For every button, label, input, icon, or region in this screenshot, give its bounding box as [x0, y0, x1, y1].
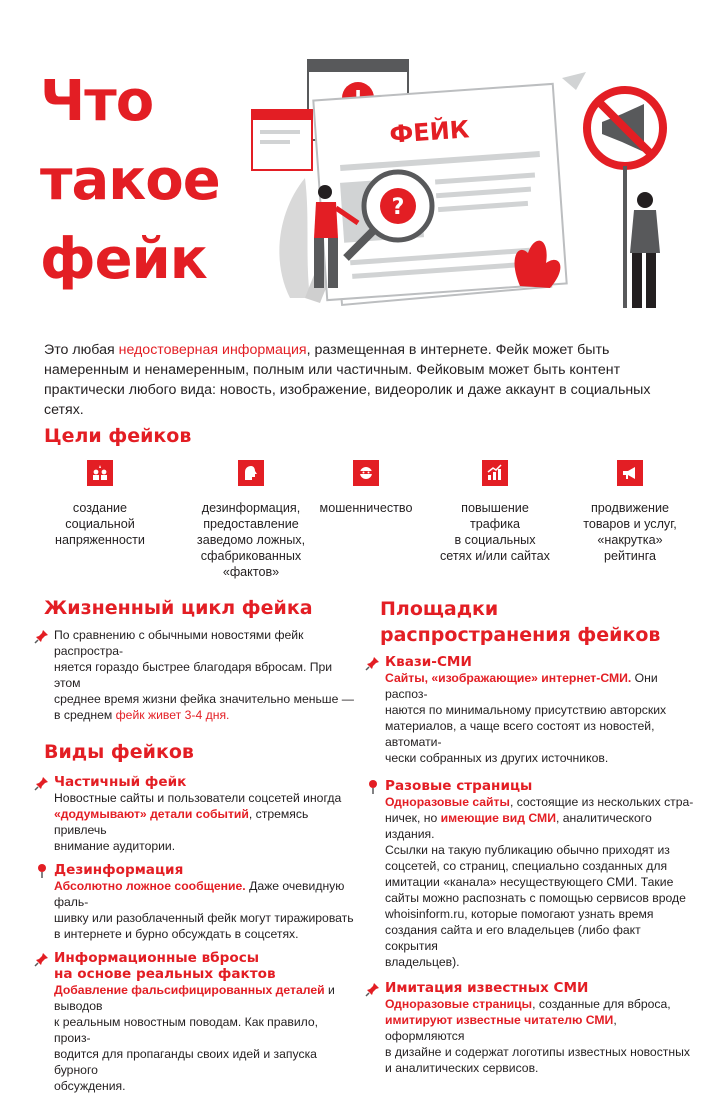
item-text: , аналитического издания.: [385, 811, 652, 841]
goal-line: напряженности: [55, 533, 145, 547]
item-text: ничек, но: [385, 811, 441, 825]
lifecycle-line: среднее время жизни фейка значительно меньше —: [54, 692, 354, 706]
item-title: Частичный фейк: [54, 774, 187, 790]
item-subtitle: Абсолютно ложное сообщение.: [54, 879, 246, 893]
item-line: наются по минимальному присутствию авторских: [385, 703, 667, 717]
item-line: и аналитических сервисов.: [385, 1061, 539, 1075]
item-line: [385, 670, 695, 702]
goal-item: [560, 460, 700, 564]
people-conflict-icon: [87, 460, 113, 486]
intro-part-1: Это любая: [44, 342, 119, 358]
item-line: владельцев).: [385, 955, 460, 969]
item-line: [385, 996, 695, 1012]
item-line: водится для пропаганды своих идей и запуска бурного: [54, 1047, 317, 1077]
item-line: внимание аудитории.: [54, 839, 176, 853]
lifecycle-text: [34, 627, 354, 723]
pushpin-icon: [365, 655, 381, 671]
item-line: материалов, а чаще всего состоят из новостей, автомати-: [385, 719, 655, 749]
title-line-2: такое: [40, 148, 220, 213]
item-title: Информационные вбросы: [54, 950, 260, 966]
types-heading: Виды фейков: [44, 741, 194, 763]
item-title: Дезинформация: [54, 862, 184, 878]
gray-plant-icon: [279, 178, 310, 298]
type-disinformation: [34, 862, 354, 942]
item-text: , состоящие из нескольких стра-: [509, 795, 694, 809]
goal-line: повышение: [461, 501, 529, 515]
platforms-heading: [380, 596, 695, 648]
item-line: обсуждения.: [54, 1079, 126, 1093]
goal-item: [306, 460, 426, 516]
item-line: к реальным новостным поводам. Как правило, произ-: [54, 1015, 319, 1045]
item-line: в интернете и бурно обсуждать в соцсетях.: [54, 927, 299, 941]
item-highlight: имитируют известные читателю СМИ: [385, 1013, 614, 1027]
goal-line: социальной: [65, 517, 135, 531]
goal-line: предоставление: [203, 517, 299, 531]
lifecycle-line: По сравнению с обычными новостями фейк распростра-: [54, 628, 304, 658]
goal-line: сетях и/или сайтах: [440, 549, 550, 563]
goal-line: сфабрикованных: [200, 549, 302, 563]
goal-line: трафика: [470, 517, 520, 531]
item-text: и выводов: [54, 983, 335, 1013]
item-subtitle: Добавление фальсифицированных деталей: [54, 983, 325, 997]
item-line: whoisinform.ru, которые помогают узнать время: [385, 907, 654, 921]
item-highlight: «додумывают» детали событий: [54, 807, 249, 821]
lifecycle-highlight: фейк живет 3-4 дня.: [115, 708, 230, 722]
goal-item: [425, 460, 565, 564]
goal-line: заведомо ложных,: [196, 533, 306, 547]
question-mark: ?: [391, 195, 405, 220]
item-line: сайты можно распознать с помощью сервисов вроде: [385, 891, 686, 905]
item-line: Ссылки на такую публикацию обычно приходят из: [385, 843, 670, 857]
goals-row: [30, 460, 710, 590]
goal-line: «накрутка»: [597, 533, 663, 547]
item-title: Имитация известных СМИ: [385, 980, 589, 996]
item-text: , созданные для вброса,: [532, 997, 671, 1011]
item-line: [385, 810, 695, 842]
item-subtitle: Одноразовые сайты: [385, 795, 510, 809]
intro-highlight: недостоверная информация: [118, 342, 307, 358]
pushpin-icon: [34, 951, 50, 967]
goal-line: дезинформация,: [201, 501, 301, 515]
platforms-heading-line: Площадки: [380, 598, 499, 620]
item-line: [385, 1012, 695, 1044]
item-line: [385, 794, 695, 810]
fake-news-illustration: [250, 58, 690, 320]
small-window-icon: [252, 110, 312, 170]
page-title: [40, 62, 220, 299]
item-subtitle: Одноразовые страницы: [385, 997, 533, 1011]
platform-imitation: [365, 980, 695, 1076]
pushpin-icon: [34, 628, 50, 644]
growth-chart-icon: [482, 460, 508, 486]
goals-heading: Цели фейков: [44, 425, 192, 447]
intro-part-2: , размещенная в интернете. Фейк может быть намеренным и ненамеренным, полным или частичным. Фейковым может быть контент практически любого вида: новость, изображение, видеоролик и даже аккаунт в социальных сетях.: [44, 342, 651, 418]
platform-quasi-media: [365, 654, 695, 766]
item-line: [54, 982, 354, 1014]
paper-label: ФЕЙК: [388, 115, 471, 149]
item-line: соцсетей, со страниц, специально созданных для: [385, 859, 668, 873]
item-title: на основе реальных фактов: [54, 966, 276, 982]
item-text: , стремясь привлечь: [54, 807, 309, 837]
goal-line: «фактов»: [222, 565, 280, 579]
item-line: чески собранных из других источников.: [385, 751, 609, 765]
item-text: Они распоз-: [385, 671, 658, 701]
item-highlight: имеющие вид СМИ: [440, 811, 556, 825]
pushpin-icon: [34, 775, 50, 791]
person-right-icon: [630, 192, 660, 308]
goal-line: рейтинга: [603, 549, 657, 563]
left-column: [34, 596, 354, 1102]
intro-text: [44, 340, 694, 420]
goal-line: создание: [72, 501, 128, 515]
platforms-heading-line: распространения фейков: [380, 624, 661, 646]
lifecycle-line: няется гораздо быстрее благодаря вбросам. При этом: [54, 660, 333, 690]
masked-thief-icon: [353, 460, 379, 486]
type-partial-fake: [34, 774, 354, 854]
item-title: Разовые страницы: [385, 778, 533, 794]
goal-line: мошенничество: [319, 501, 413, 515]
item-text: , оформляются: [385, 1013, 617, 1043]
item-line: [54, 878, 354, 910]
item-subtitle: Сайты, «изображающие» интернет-СМИ.: [385, 671, 632, 685]
goal-line: продвижение: [590, 501, 670, 515]
megaphone-icon: [617, 460, 643, 486]
item-line: в дизайне и содержат логотипы известных новостных: [385, 1045, 690, 1059]
item-text: Даже очевидную фаль-: [54, 879, 345, 909]
platform-one-off-pages: [365, 778, 695, 970]
round-pin-icon: [365, 779, 381, 795]
title-line-1: Что: [40, 69, 154, 134]
round-pin-icon: [34, 863, 50, 879]
title-line-3: фейк: [40, 227, 207, 292]
paper-plane-icon: [562, 72, 586, 90]
goal-line: товаров и услуг,: [583, 517, 677, 531]
item-title: Квази-СМИ: [385, 654, 472, 670]
item-line: создания сайта и его владельцев (либо факт сокрытия: [385, 923, 641, 953]
goal-item: [176, 460, 326, 580]
item-line: Новостные сайты и пользователи соцсетей иногда: [54, 791, 342, 805]
lifecycle-heading: Жизненный цикл фейка: [44, 597, 313, 619]
item-line: [54, 806, 354, 838]
goal-line: в социальных: [454, 533, 536, 547]
lifecycle-line: [54, 707, 354, 723]
item-line: шивку или разоблаченный фейк могут тиражировать: [54, 911, 354, 925]
pushpin-icon: [365, 981, 381, 997]
right-column: [365, 596, 695, 1084]
lifecycle-prefix: в среднем: [54, 708, 116, 722]
type-injections: [34, 950, 354, 1094]
speaking-head-icon: [238, 460, 264, 486]
goal-item: [30, 460, 170, 548]
item-line: имитации «канала» несуществующего СМИ. Такие: [385, 875, 674, 889]
